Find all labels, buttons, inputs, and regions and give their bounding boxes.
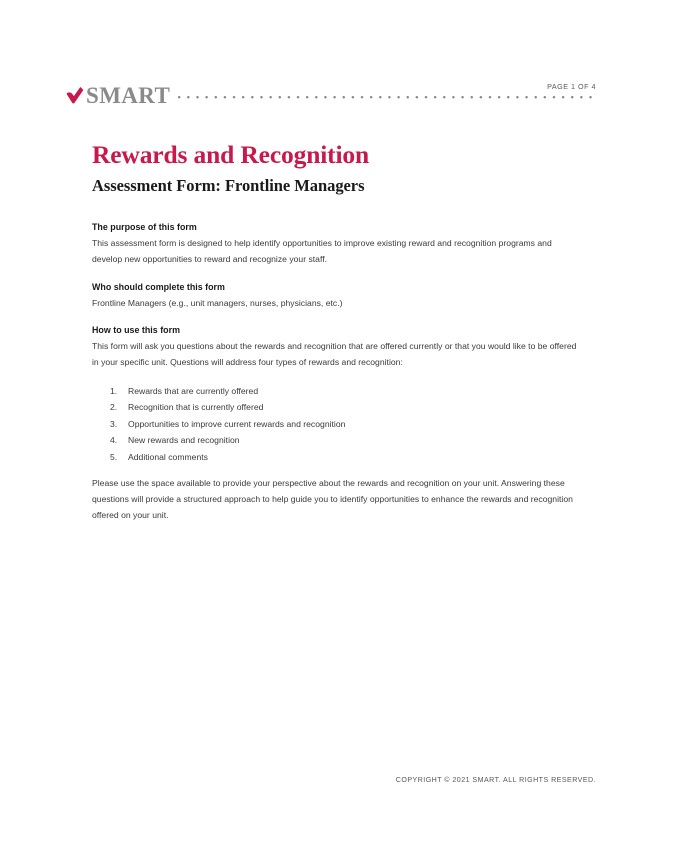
- list-item-number: 2.: [110, 402, 118, 413]
- list-item: [92, 399, 577, 416]
- footer-copyright: COPYRIGHT © 2021 SMART. ALL RIGHTS RESERVED.: [395, 776, 596, 784]
- reward-types-list: [92, 383, 577, 466]
- page-title: Rewards and Recognition: [92, 140, 370, 169]
- page-indicator: PAGE 1 OF 4: [547, 82, 596, 91]
- list-item-number: 4.: [110, 435, 118, 446]
- section-purpose: [92, 220, 577, 268]
- page-subtitle: Assessment Form: Frontline Managers: [92, 176, 365, 195]
- smart-logo: [66, 80, 170, 106]
- list-item: [92, 383, 577, 400]
- section-heading: Who should complete this form: [92, 281, 225, 292]
- list-item-label: Opportunities to improve current rewards and recognition: [128, 418, 346, 429]
- section-body: This assessment form is designed to help identify opportunities to improve existing reward and recognition programs and develop new opportunities to reward and recognize your staff.: [92, 238, 552, 264]
- section-body: This form will ask you questions about the rewards and recognition that are offered currently or that you would like to be offered in your specific unit. Questions will address four types of rewards and recognition:: [92, 341, 577, 368]
- section-body: Frontline Managers (e.g., unit managers, nurses, physicians, etc.): [92, 297, 343, 308]
- list-item-label: Rewards that are currently offered: [128, 385, 259, 396]
- section-how-to-use: [92, 323, 577, 371]
- header-dotted-rule: [178, 96, 596, 99]
- list-item-label: Recognition that is currently offered: [128, 402, 264, 413]
- section-heading: How to use this form: [92, 325, 180, 336]
- page-header: [66, 80, 596, 110]
- list-item-number: 1.: [110, 385, 118, 396]
- document-body: [92, 220, 577, 524]
- list-item: [92, 449, 577, 466]
- list-item-number: 3.: [110, 418, 118, 429]
- checkmark-icon: [66, 86, 85, 105]
- section-who-should-complete: [92, 280, 577, 312]
- list-item: [92, 432, 577, 449]
- closing-paragraph: Please use the space available to provide your perspective about the rewards and recognition on your unit. Answering these questions will provide a structured approach to help guide you to identify opportunities to enhance the rewards and recognition offered on your unit.: [92, 478, 573, 521]
- logo-wordmark: SMART: [86, 83, 171, 108]
- list-item-number: 5.: [110, 451, 118, 462]
- list-item-label: Additional comments: [128, 451, 208, 462]
- section-heading: The purpose of this form: [92, 222, 197, 232]
- list-item: [92, 416, 577, 433]
- list-item-label: New rewards and recognition: [128, 435, 240, 446]
